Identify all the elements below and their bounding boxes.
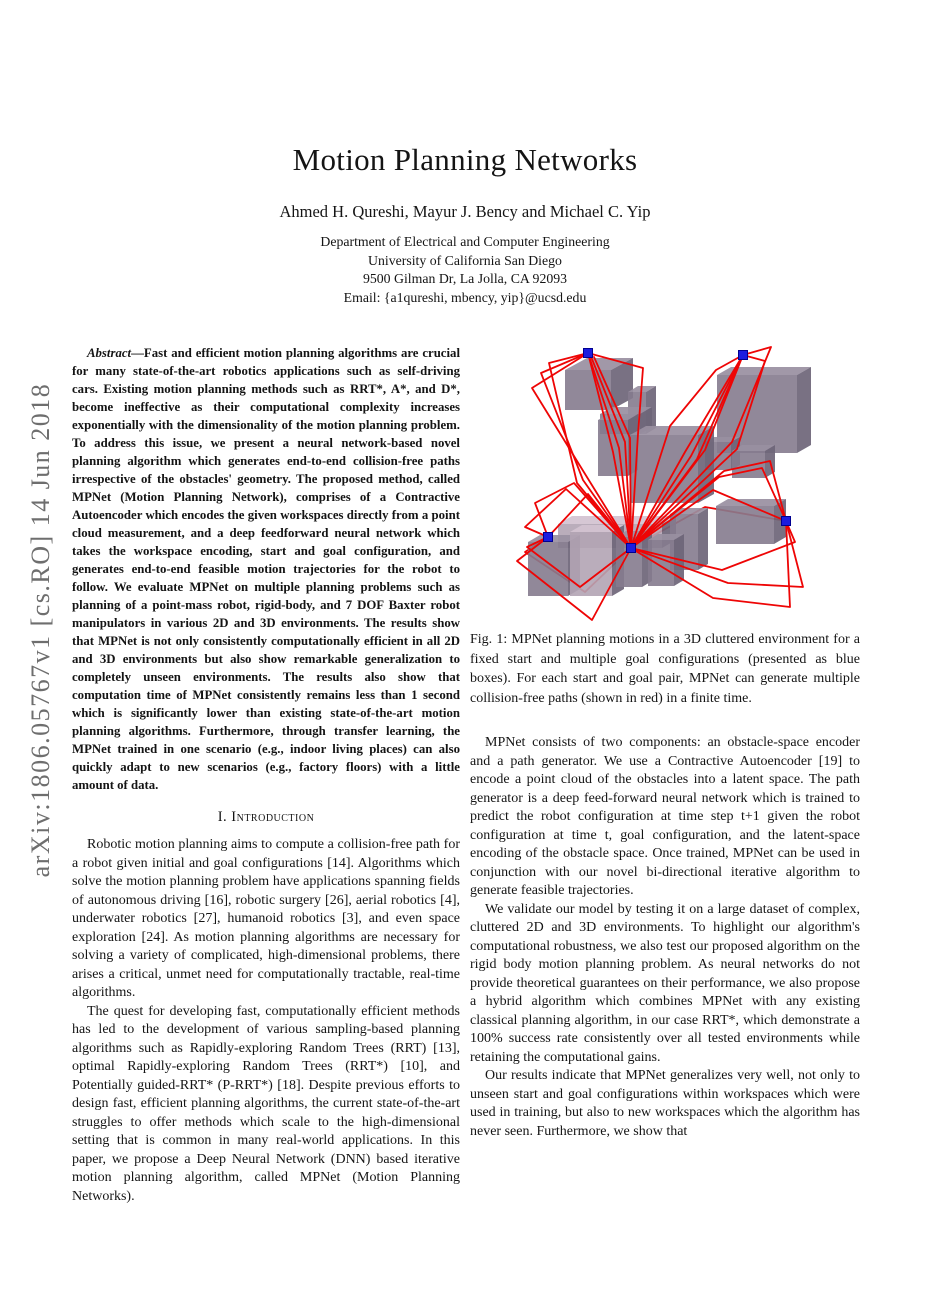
affiliation-university: University of California San Diego: [368, 252, 562, 268]
figure-1: [470, 330, 860, 708]
abstract-text: —Fast and efficient motion planning algorithms are crucial for many state-of-the-art robotics applications such as self-driving cars. Existing motion planning methods such as RRT*, A*, and D*, become ineffective as their computational complexity increases exponentially with the dimensionality of the motion planning problem. To address this issue, we present a neural network-based novel planning algorithm which generates end-to-end collision-free paths irrespective of the obstacles' geometry. The proposed method, called MPNet (Motion Planning Network), comprises of a Contractive Autoencoder which encodes the given workspaces directly from a point cloud measurement, and a deep feedforward neural network which takes the workspace encoding, start and goal configuration, and generates end-to-end feasible motion trajectories for the robot to follow. We evaluate MPNet on multiple planning problems such as planning of a point-mass robot, rigid-body, and 7 DOF Baxter robot manipulators in various 2D and 3D environments. The results show that MPNet is not only consistently computationally efficient in all 2D and 3D environments but also show remarkable generalization to completely unseen environments. The results also show that computation time of MPNet consistently remains less than 1 second which is significantly lower than existing state-of-the-art motion planning algorithms. Furthermore, through transfer learning, the MPNet trained in one scenario (e.g., indoor living places) can also quickly adapt to new scenarios (e.g., factory floors) with a little amount of data.: [72, 346, 460, 792]
left-column: [72, 344, 460, 1206]
email-line: Email: {a1qureshi, mbency, yip}@ucsd.edu: [343, 289, 587, 305]
figure-1-caption: Fig. 1: MPNet planning motions in a 3D cluttered environment for a fixed start and multiple goal configurations (presented as blue boxes). For each start and goal pair, MPNet can generate multiple collision-free paths (shown in red) in a finite time.: [470, 632, 860, 706]
arxiv-banner: arXiv:1806.05767v1 [cs.RO] 14 Jun 2018: [26, 382, 55, 878]
abstract: [72, 344, 460, 794]
affiliation-address: 9500 Gilman Dr, La Jolla, CA 92093: [362, 271, 568, 286]
authors-line: Ahmed H. Qureshi, Mayur J. Bency and Michael C. Yip: [279, 202, 651, 221]
affiliation-department: Department of Electrical and Computer Engineering: [320, 234, 610, 249]
section-heading-introduction: I. Introduction: [217, 809, 315, 825]
abstract-label: Abstract: [87, 346, 132, 360]
paper-title: Motion Planning Networks: [292, 142, 638, 177]
right-paragraph-1: MPNet consists of two components: an obstacle-space encoder and a path generator. We use a Contractive Autoencoder [19] to encode a point cloud of the obstacles into a latent space. The path generator is a deep feed-forward neural network which is trained to predict the robot configuration at time step t+1 given the robot configuration at time t, goal configuration, and the latent-space encoding of the obstacle space. Once trained, MPNet can be used in conjunction with our novel bi-directional iterative algorithm to generate feasible trajectories.: [470, 735, 860, 898]
intro-paragraph-2: The quest for developing fast, computationally efficient methods has led to the development of various sampling-based planning algorithms such as Rapidly-exploring Random Trees (RRT) [13], optimal Rapidly-exploring Random Trees (RRT*) [10], and Potentially guided-RRT* (P-RRT*) [18]. Despite previous efforts to design fast, efficient planning algorithms, the current state-of-the-art struggles to offer methods which scale to the high-dimensional setting that is common in many real-world applications. In this paper, we propose a Deep Neural Network (DNN) based iterative motion planning algorithm, called MPNet (Motion Planning Networks).: [72, 1003, 460, 1204]
right-paragraph-2: We validate our model by testing it on a large dataset of complex, cluttered 2D and 3D environments. To highlight our algorithm's computational robustness, we also test our proposed algorithm on the rigid body motion planning problem. As neural networks do not provide theoretical guarantees on their performance, we also propose a hybrid algorithm which combines MPNet with any existing classical planning algorithm, in our case RRT*, which demonstrate a 100% success rate consistently over all tested environments while retaining the computational gains.: [470, 901, 860, 1065]
intro-paragraph-1: Robotic motion planning aims to compute a collision-free path for a robot given initial and goal configurations [14]. Algorithms which solve the motion planning problem have applications spanning fields of autonomous driving [16], robotic surgery [26], aerial robotics [4], underwater robotics [27], humanoid robotics [3], and even space exploration [24]. As motion planning algorithms are necessary for solving a variety of complicated, high-dimensional problems, there arises a critical, unmet need for computationally tractable, real-time algorithms.: [72, 837, 460, 1000]
right-paragraph-3: Our results indicate that MPNet generalizes very well, not only to unseen start and goal configurations within workspaces which were used in training, but also to new workspaces which the algorithm has never seen. Furthermore, we show that: [470, 1068, 860, 1139]
paper-header: [72, 142, 858, 307]
right-column: [470, 330, 860, 1141]
figure-1-canvas: [470, 330, 860, 622]
